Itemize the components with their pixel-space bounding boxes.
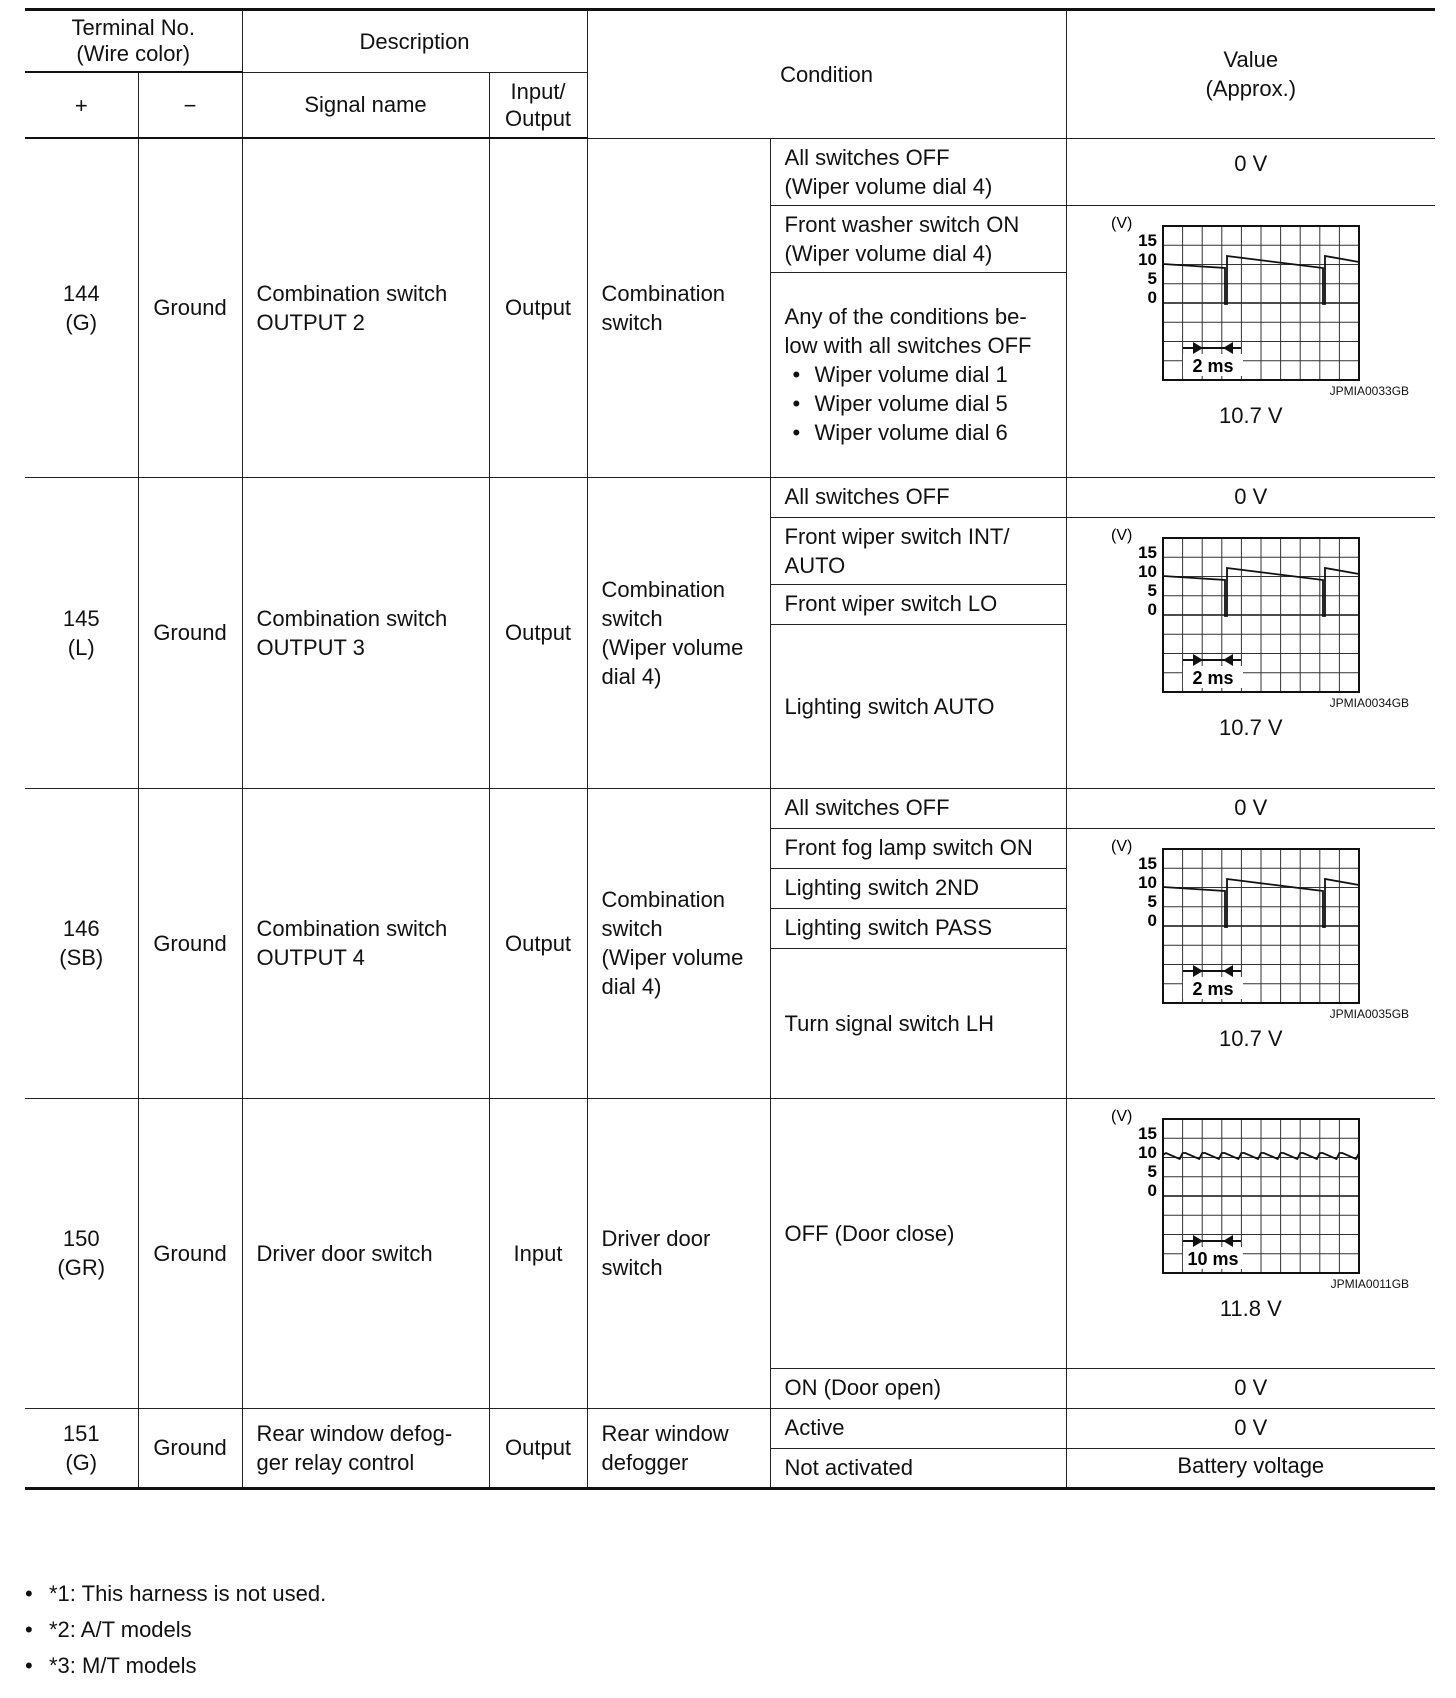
terminal-146: 146 (SB) <box>25 788 138 1098</box>
value-144-0: 0 V <box>1066 138 1435 205</box>
condition-146-2: Lighting switch 2ND <box>770 868 1066 908</box>
waveform-145 <box>1111 526 1391 696</box>
condition-145-3: Lighting switch AUTO <box>770 624 1066 788</box>
terminal-145: 145 (L) <box>25 477 138 788</box>
terminal-144: 144 (G) <box>25 138 138 477</box>
value-150-wave <box>1066 1098 1435 1368</box>
time-arrow-right <box>1223 342 1233 354</box>
axis-tick: 15 <box>1137 853 1157 873</box>
io-151: Output <box>489 1408 587 1488</box>
signal-144: Combination switch OUTPUT 2 <box>242 138 489 477</box>
minus-header: − <box>138 72 242 138</box>
footnote-2: • *2: A/T models <box>25 1617 192 1642</box>
footnote-3: • *3: M/T models <box>25 1653 197 1678</box>
condition-145-0: All switches OFF <box>770 477 1066 517</box>
figure-id-150: JPMIA0011GB <box>1330 1276 1410 1291</box>
terminal-150: 150 (GR) <box>25 1098 138 1408</box>
time-arrow-right <box>1223 1235 1233 1247</box>
axis-unit: (V) <box>1110 837 1133 855</box>
axis-tick: 10 <box>1137 1142 1157 1162</box>
condition-group-146: Combination switch (Wiper volume dial 4) <box>587 788 770 1098</box>
axis-tick: 0 <box>1147 599 1157 619</box>
condition-146-0: All switches OFF <box>770 788 1066 828</box>
condition-group-144: Combination switch <box>587 138 770 477</box>
wave-value-150: 11.8 V <box>1219 1295 1282 1321</box>
value-145-wave <box>1066 517 1435 788</box>
io-150: Input <box>489 1098 587 1408</box>
wave-value-145: 10.7 V <box>1218 714 1283 740</box>
signal-151: Rear window defog- ger relay control <box>242 1408 489 1488</box>
figure-id-144: JPMIA0033GB <box>1329 383 1410 398</box>
condition-146-4: Turn signal switch LH <box>770 948 1066 1098</box>
time-arrow-right <box>1223 965 1233 977</box>
condition-144-1: Front washer switch ON (Wiper volume dial 4) <box>770 205 1066 272</box>
axis-tick: 10 <box>1137 561 1157 581</box>
condition-146-3: Lighting switch PASS <box>770 908 1066 948</box>
time-arrow-left <box>1193 965 1203 977</box>
ground-151: Ground <box>138 1408 242 1488</box>
time-arrow-left <box>1193 654 1203 666</box>
condition-group-151: Rear window defogger <box>587 1408 770 1488</box>
axis-tick: 10 <box>1137 249 1157 269</box>
description-header: Description <box>242 10 587 73</box>
condition-144-2: Any of the conditions be- low with all switches OFF • Wiper volume dial 1 • Wiper volume dial 5 • Wiper volume dial 6 <box>770 272 1066 477</box>
value-146-wave <box>1066 828 1435 1098</box>
time-arrow-left <box>1193 1235 1203 1247</box>
value-144-wave <box>1066 205 1435 477</box>
condition-group-145: Combination switch (Wiper volume dial 4) <box>587 477 770 788</box>
bullet-item: • Wiper volume dial 6 <box>793 418 1052 447</box>
condition-group-150: Driver door switch <box>587 1098 770 1408</box>
condition-146-1: Front fog lamp switch ON <box>770 828 1066 868</box>
axis-unit: (V) <box>1110 526 1133 544</box>
condition-151-0: Active <box>770 1408 1066 1448</box>
signal-name-header: Signal name <box>242 72 489 138</box>
time-arrow-left <box>1193 342 1203 354</box>
signal-150: Driver door switch <box>242 1098 489 1408</box>
axis-tick: 5 <box>1147 268 1157 288</box>
value-145-0: 0 V <box>1066 477 1435 517</box>
footnotes <box>25 1576 326 1684</box>
waveform-146 <box>1111 837 1391 1007</box>
footnote-1: • *1: This harness is not used. <box>25 1581 327 1606</box>
value-151-0: 0 V <box>1066 1408 1435 1448</box>
axis-tick: 15 <box>1137 1123 1157 1143</box>
io-144: Output <box>489 138 587 477</box>
condition-144-0: All switches OFF (Wiper volume dial 4) <box>770 138 1066 205</box>
axis-tick: 0 <box>1147 1180 1157 1200</box>
ground-150: Ground <box>138 1098 242 1408</box>
condition-145-1: Front wiper switch INT/ AUTO <box>770 517 1066 584</box>
waveform-150 <box>1111 1107 1391 1277</box>
signal-145: Combination switch OUTPUT 3 <box>242 477 489 788</box>
terminal-no-header: Terminal No. (Wire color) <box>25 10 242 73</box>
axis-tick: 0 <box>1147 910 1157 930</box>
io-header: Input/ Output <box>489 72 587 138</box>
axis-tick: 10 <box>1137 872 1157 892</box>
axis-unit: (V) <box>1110 1107 1133 1125</box>
wave-value-144: 10.7 V <box>1218 402 1283 428</box>
axis-tick: 5 <box>1147 891 1157 911</box>
condition-145-2: Front wiper switch LO <box>770 584 1066 624</box>
waveform-144 <box>1111 214 1391 384</box>
terminal-151: 151 (G) <box>25 1408 138 1488</box>
value-146-0: 0 V <box>1066 788 1435 828</box>
figure-id-145: JPMIA0034GB <box>1329 695 1410 710</box>
condition-header: Condition <box>587 10 1066 139</box>
time-scale-label: 2 ms <box>1192 978 1234 999</box>
terminal-spec-table <box>25 8 1435 1490</box>
bullet-item: • Wiper volume dial 5 <box>793 389 1052 418</box>
bullet-item: • Wiper volume dial 1 <box>793 360 1052 389</box>
time-scale-label: 2 ms <box>1192 355 1234 376</box>
condition-150-1: ON (Door open) <box>770 1368 1066 1408</box>
condition-150-0: OFF (Door close) <box>770 1098 1066 1368</box>
ground-146: Ground <box>138 788 242 1098</box>
time-scale-label: 10 ms <box>1187 1248 1239 1269</box>
value-150-1: 0 V <box>1066 1368 1435 1408</box>
axis-tick: 15 <box>1137 542 1157 562</box>
axis-unit: (V) <box>1110 214 1133 232</box>
ground-144: Ground <box>138 138 242 477</box>
plus-header: + <box>25 72 138 138</box>
signal-146: Combination switch OUTPUT 4 <box>242 788 489 1098</box>
ground-145: Ground <box>138 477 242 788</box>
axis-tick: 0 <box>1147 287 1157 307</box>
axis-tick: 5 <box>1147 580 1157 600</box>
figure-id-146: JPMIA0035GB <box>1329 1006 1410 1021</box>
time-scale-label: 2 ms <box>1192 667 1234 688</box>
value-header: Value (Approx.) <box>1066 10 1435 139</box>
io-145: Output <box>489 477 587 788</box>
io-146: Output <box>489 788 587 1098</box>
condition-151-1: Not activated <box>770 1448 1066 1488</box>
time-arrow-right <box>1223 654 1233 666</box>
axis-tick: 5 <box>1147 1161 1157 1181</box>
axis-tick: 15 <box>1137 230 1157 250</box>
wave-value-146: 10.7 V <box>1218 1025 1283 1051</box>
value-151-1: Battery voltage <box>1066 1448 1435 1488</box>
